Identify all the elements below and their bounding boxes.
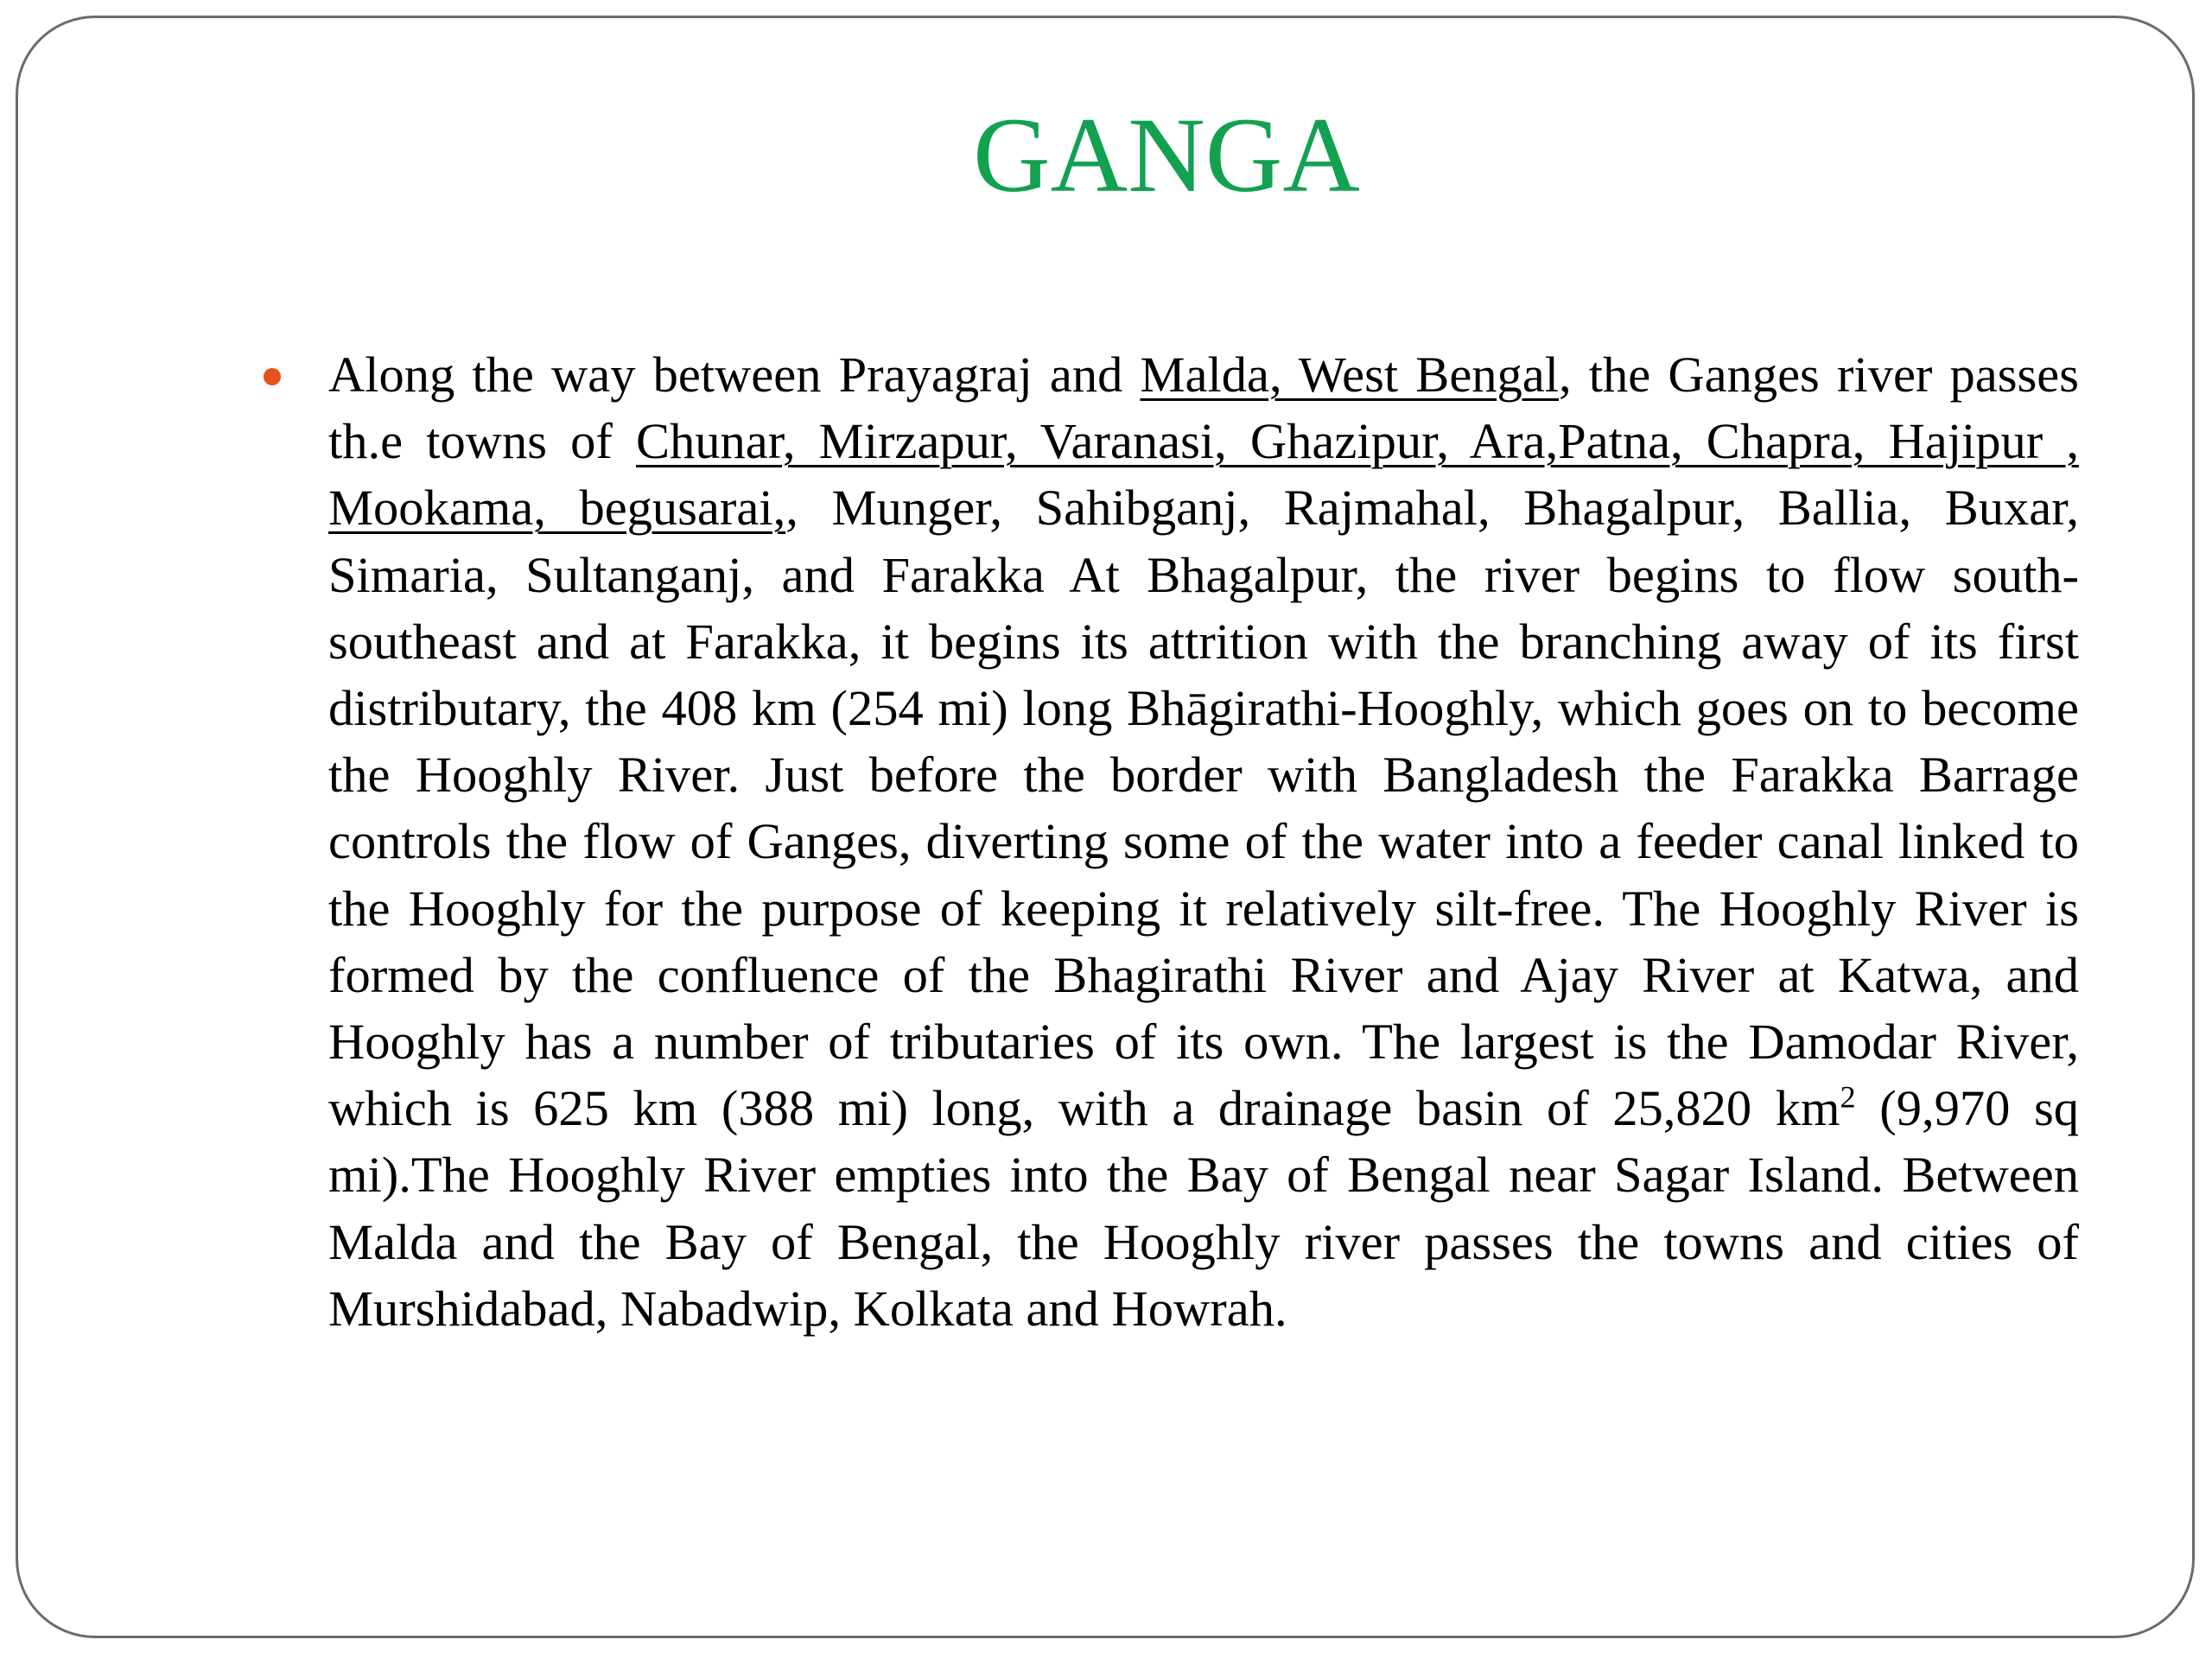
text-segment: Along the way between Prayagraj and xyxy=(328,346,1141,403)
slide-title: GANGA xyxy=(973,96,1360,214)
superscript: 2 xyxy=(1840,1079,1856,1115)
link-malda-west-bengal[interactable]: Malda, West Bengal xyxy=(1140,346,1560,403)
link-towns-list[interactable]: Chunar, Mirzapur, Varanasi, Ghazipur, Ara,Patna, Chapra, Hajipur , Mookama, begusarai, xyxy=(328,413,2079,537)
bullet-dot-icon xyxy=(264,368,281,385)
text-segment: , the Ganges river passes th.e towns of xyxy=(328,346,2080,470)
text-segment: (9,970 sq mi).The Hooghly River empties into the Bay of Bengal near Sagar Island. Between Malda and the Bay of Bengal, the Hooghly river passes the towns and cities of Murshidabad, Nabadwip, Kolkata and Howrah. xyxy=(328,1080,2080,1337)
text-segment: , Munger, Sahibganj, Rajmahal, Bhagalpur, Ballia, Buxar, Simaria, Sultanganj, and Farakka At Bhagalpur, the river begins to flow south-southeast and at Farakka, it begins its attrition with the branching away of its first distributary, the 408 km (254 mi) long Bhāgirathi-Hooghly, which goes on to become the Hooghly River. Just before the border with Bangladesh the Farakka Barrage controls the flow of Ganges, diverting some of the water into a feeder canal linked to the Hooghly for the purpose of keeping it relatively silt-free. The Hooghly River is formed by the confluence of the Bhagirathi River and Ajay River at Katwa, and Hooghly has a number of tributaries of its own. The largest is the Damodar River, which is 625 km (388 mi) long, with a drainage basin of 25,820 km xyxy=(328,480,2079,1137)
bullet-text xyxy=(328,341,2079,1342)
